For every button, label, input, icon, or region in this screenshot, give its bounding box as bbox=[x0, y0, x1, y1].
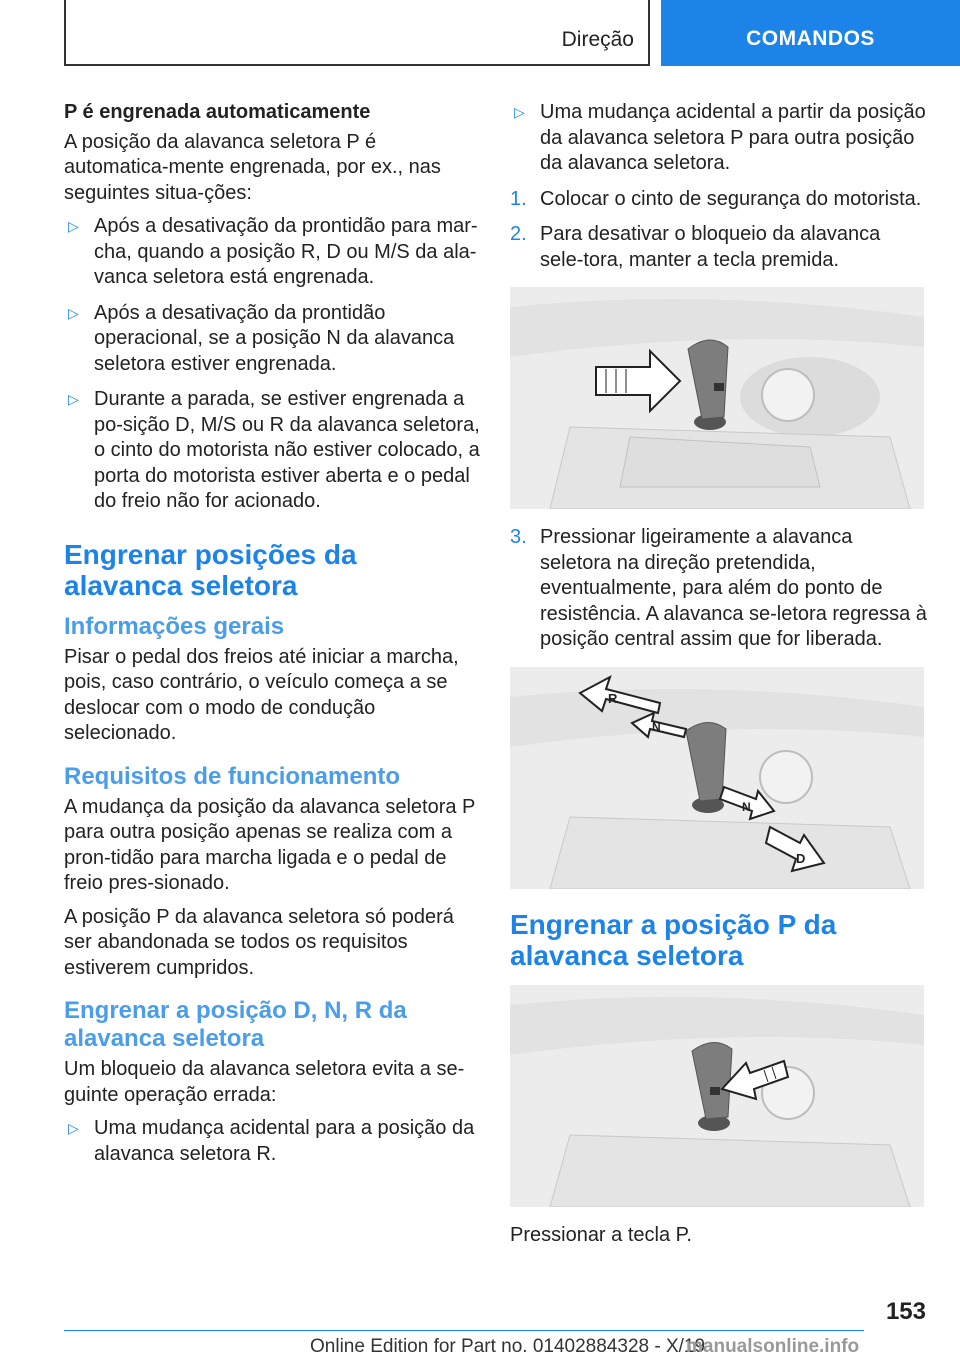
right-column bbox=[510, 100, 928, 1256]
heading-dnr: Engrenar a posição D, N, R da alavanca seletora bbox=[64, 997, 407, 1052]
list-item: ▷ Após a desativação da prontidão para mar-cha, quando a posição R, D ou M/S da ala-vanca seletora está engrenada. bbox=[68, 215, 478, 288]
triangle-bullet-icon: ▷ bbox=[514, 104, 525, 120]
heading-engage-p: Engrenar a posição P da alavanca seletora bbox=[510, 908, 837, 971]
label-n-up: N bbox=[652, 719, 661, 734]
watermark: manualsonline.info bbox=[686, 1336, 860, 1357]
step-number: 3. bbox=[510, 526, 527, 548]
dnr-bullets bbox=[64, 1116, 480, 1167]
label-n-down: N bbox=[742, 799, 751, 814]
auto-bullets bbox=[64, 214, 480, 515]
triangle-bullet-icon: ▷ bbox=[68, 304, 79, 321]
figure-unlock-button bbox=[510, 287, 924, 509]
section-box bbox=[64, 0, 650, 66]
chapter-tab: COMANDOS bbox=[661, 0, 960, 66]
triangle-bullet-icon: ▷ bbox=[68, 391, 79, 407]
list-item: ▷ Durante a parada, se estiver engrenada a po-sição D, M/S ou R da alavanca seletora, o cinto do motorista não estiver colocado, a porta do motorista estiver aberta e o pedal do freio não for acionado. bbox=[68, 388, 480, 512]
p-text: Pressionar a tecla P. bbox=[510, 1223, 692, 1246]
page-header bbox=[0, 0, 960, 66]
steps-1-2 bbox=[510, 187, 928, 274]
req-text-2: A posição P da alavanca seletora só poderá ser abandonada se todos os requisitos estiverem cumpridos. bbox=[64, 905, 454, 979]
step-number: 2. bbox=[510, 223, 527, 245]
label-r: R bbox=[608, 690, 618, 706]
gear-selector-illustration bbox=[510, 287, 924, 509]
req-text-1: A mudança da posição da alavanca seletora P para outra posição apenas se realiza com a pron-tidão para marcha ligada e o pedal de freio pres-sionado. bbox=[64, 795, 476, 894]
dnr-text: Um bloqueio da alavanca seletora evita a se-guinte operação errada: bbox=[64, 1058, 465, 1106]
auto-heading: P é engrenada automaticamente bbox=[64, 101, 371, 123]
triangle-bullet-icon: ▷ bbox=[68, 218, 79, 234]
step-item: 2. Para desativar o bloqueio da alavanca sele-tora, manter a tecla premida. bbox=[510, 223, 881, 271]
p-button-illustration bbox=[510, 985, 924, 1207]
list-item: ▷ Uma mudança acidental a partir da posição da alavanca seletora P para outra posição da alavanca seletora. bbox=[514, 101, 926, 174]
figure-p-button bbox=[510, 985, 924, 1207]
step-item: 1. Colocar o cinto de segurança do motorista. bbox=[510, 187, 928, 213]
step-3 bbox=[510, 525, 928, 653]
figure-direction-arrows bbox=[510, 667, 924, 889]
gear-direction-illustration bbox=[510, 667, 924, 889]
info-text: Pisar o pedal dos freios até iniciar a marcha, pois, caso contrário, o veículo começa a se deslocar com o modo de condução selecionado. bbox=[64, 645, 459, 744]
triangle-bullet-icon: ▷ bbox=[68, 1120, 79, 1136]
right-bullets bbox=[510, 100, 928, 177]
list-item: ▷ Uma mudança acidental para a posição da alavanca seletora R. bbox=[68, 1117, 475, 1165]
auto-intro: A posição da alavanca seletora P é automatica-mente engrenada, por ex., nas seguintes situa-ções: bbox=[64, 130, 441, 204]
page-number: 153 bbox=[885, 1298, 926, 1325]
edition-text: Online Edition for Part no. 01402884328 - X/19 bbox=[310, 1336, 706, 1357]
list-item: ▷ Após a desativação da prontidão operacional, se a posição N da alavanca seletora estiver engrenada. bbox=[68, 301, 455, 375]
label-d: D bbox=[796, 850, 806, 866]
footer-divider bbox=[64, 1330, 864, 1331]
left-column bbox=[64, 100, 480, 1177]
step-item: 3. Pressionar ligeiramente a alavanca seletora na direção pretendida, eventualmente, para além do ponto de resistência. A alavanca se-letora regressa à posição central assim que for liberada. bbox=[510, 526, 927, 650]
heading-engage: Engrenar posições da alavanca seletora bbox=[64, 538, 357, 601]
heading-info: Informações gerais bbox=[64, 612, 285, 640]
heading-requirements: Requisitos de funcionamento bbox=[64, 762, 401, 790]
section-title: Direção bbox=[561, 28, 634, 51]
step-number: 1. bbox=[510, 187, 527, 210]
